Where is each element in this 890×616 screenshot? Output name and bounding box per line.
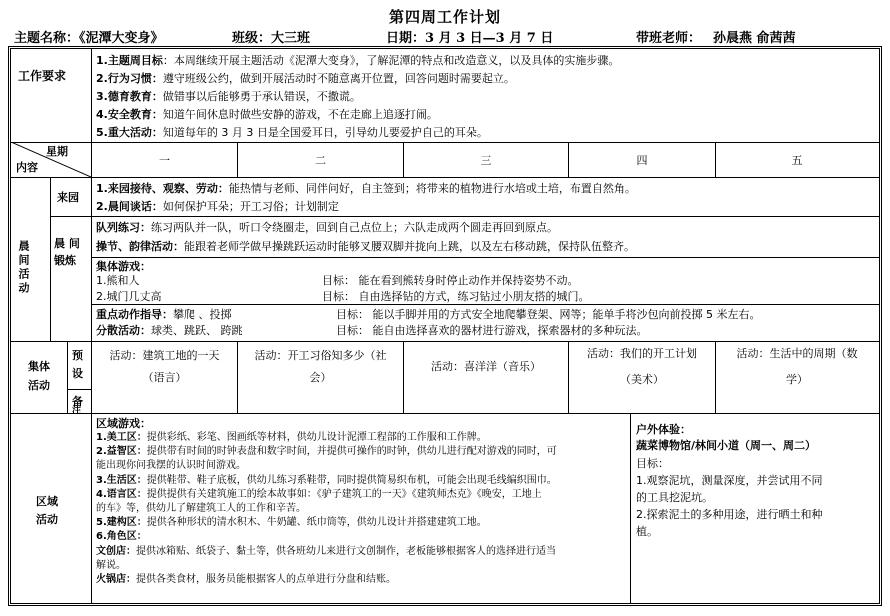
teacher-label: 带班老师：	[636, 31, 702, 46]
date-value: 3 月 3 日—3 月 7 日	[425, 31, 554, 46]
divider	[50, 216, 879, 217]
day-header-wed: 三	[480, 154, 492, 167]
theme-value: 《泥潭大变身》	[79, 31, 164, 46]
area-line: 2.益智区：提供带有时间的时钟表盘和数字时间，并提供可操作的时钟，供幼儿进行配对游戏的同时，可	[96, 446, 557, 458]
area-line: 3.生活区：提供鞋带、鞋子底板，供幼儿练习系鞋带，同时提供简易织布机，可能会出现毛线编织围巾。	[96, 474, 557, 486]
divider	[91, 304, 879, 305]
focus-goal: 目标： 能以手脚并用的方式安全地爬攀登架、网等；能单手将沙包向前投掷 5 米左右。	[336, 308, 761, 321]
group-game-name: 2.城门几丈高	[96, 290, 162, 303]
work-req-label: 工作要求	[18, 69, 67, 83]
arrival-line: 1.来园接待、观察、劳动：能热情与老师、同伴问好，自主签到；将带来的植物进行水培或土培，布置自然角。	[96, 182, 636, 195]
work-req-item: 4.安全教育：知道午间休息时做些安静的游戏，不在走廊上追逐打闹。	[96, 108, 438, 121]
corner-weekday-label: 星期	[46, 145, 68, 158]
area-line: 解说。	[96, 559, 126, 571]
collective-label-a: 集体	[28, 360, 50, 373]
area-label-a: 区域	[36, 495, 58, 508]
page-title: 第四周工作计划	[388, 8, 501, 26]
date-label: 日期：	[386, 31, 426, 46]
outdoor-line: 2.探索泥土的多种用途，进行晒土和种	[636, 508, 823, 521]
theme-name	[14, 27, 164, 46]
focus-guidance: 重点动作指导：攀爬 、投掷	[96, 308, 232, 321]
outdoor-line: 的工具挖泥坑。	[636, 491, 713, 504]
divider	[11, 341, 879, 342]
area-line: 的车》等，供幼儿了解建筑工人的工作和辛苦。	[96, 503, 306, 515]
collective-label-b: 活动	[28, 379, 50, 392]
class-label: 班级：	[232, 31, 272, 46]
exercise-line: 操节、韵律活动：能跟着老师学做早操跳跃运动时能够叉腰双脚并拢向上跳，以及左右移动跳，保持队伍整齐。	[96, 240, 635, 253]
area-heading: 区域游戏：	[96, 417, 151, 430]
area-line: 1.美工区：提供彩纸、彩笔、图画纸等材料，供幼儿设计泥潭工程部的工作服和工作牌。	[96, 432, 487, 443]
divider	[91, 257, 879, 258]
divider	[630, 413, 631, 603]
divider	[67, 341, 68, 413]
collective-tue-sub: 会）	[309, 371, 332, 384]
theme-label: 主题名称：	[14, 31, 80, 46]
area-line: 5.建构区：提供各种形状的清水积木、牛奶罐、纸巾筒等，供幼儿设计并搭建建筑工地。	[96, 517, 487, 529]
area-label-b: 活动	[36, 513, 58, 526]
day-header-fri: 五	[791, 154, 803, 167]
day-header-tue: 二	[315, 154, 326, 167]
area-lines	[96, 431, 628, 587]
area-line: 能出现你问我摆的认识时间游戏。	[96, 460, 246, 472]
note-label-a: 备	[72, 395, 83, 408]
divider	[11, 177, 879, 178]
exercise-label: 锻炼	[54, 254, 76, 267]
divider	[50, 177, 51, 341]
collective-thu-sub: （美术）	[620, 373, 664, 386]
morning-label: 晨间活动	[17, 240, 30, 296]
free-play-goal: 目标： 能自由选择喜欢的器材进行游戏，探索器材的多种玩法。	[336, 324, 648, 337]
date-info	[386, 27, 553, 46]
preset-label-a: 预	[72, 349, 83, 362]
collective-fri-sub: 学）	[786, 373, 808, 386]
day-header-mon: 一	[159, 154, 170, 167]
divider	[67, 389, 91, 390]
group-game-goal: 目标： 能在看到熊转身时停止动作并保持姿势不动。	[322, 274, 579, 287]
group-games-title: 集体游戏：	[96, 260, 151, 273]
work-req-item: 3.德育教育：做错事以后能够勇于承认错误，不撒谎。	[96, 90, 361, 103]
collective-tue: 活动：开工习俗知多少（社	[254, 349, 387, 362]
preset-label-b: 设	[72, 367, 83, 380]
collective-fri: 活动：生活中的周期（数	[736, 347, 858, 360]
day-header-thu: 四	[636, 154, 648, 167]
work-req-item: 5.重大活动：知道每年的 3 月 3 日是全国爱耳日，引导幼儿要爱护自己的耳朵。	[96, 126, 488, 139]
divider	[403, 341, 404, 413]
area-line: 文创店：提供冰箱贴、纸袋子、黏土等，供各班幼儿来进行文创制作，老板能够根据客人的选择进行适当	[96, 545, 556, 557]
teacher-value: 孙晨燕 俞茜茜	[713, 31, 796, 46]
collective-wed: 活动：喜洋洋（音乐）	[431, 360, 541, 373]
collective-mon: 活动：建筑工地的一天	[109, 349, 220, 362]
note-label-b: 注	[72, 406, 82, 416]
arrival-label: 来园	[57, 191, 79, 204]
outdoor-line: 1.观察泥坑，测量深度，并尝试用不同	[636, 474, 823, 487]
free-play: 分散活动：球类、跳跃、 跨跳	[96, 324, 243, 337]
work-req-item: 1.主题周目标：本周继续开展主题活动《泥潭大变身》，了解泥潭的特点和改造意义，以及具体的实施步骤。	[96, 54, 620, 67]
collective-mon-sub: （语言）	[142, 371, 187, 384]
area-line: 4.语言区：提供提供有关建筑施工的绘本故事如：《驴子建筑工的一天》《建筑师杰克》《晚安，工地上	[96, 488, 542, 500]
divider	[11, 413, 879, 414]
class-info	[232, 27, 310, 46]
group-game-goal: 目标： 自由选择钻的方式，练习钻过小朋友搭的城门。	[322, 290, 590, 303]
area-line: 6.角色区：	[96, 531, 147, 543]
group-game-name: 1.熊和人	[96, 274, 140, 287]
exercise-label: 晨 间	[54, 237, 80, 250]
teacher-info	[636, 27, 796, 46]
work-req-item: 2.行为习惯：遵守班级公约，做到开展活动时不随意离开位置，回答问题时需要起立。	[96, 72, 515, 85]
area-line: 火锅店：提供各类食材，服务员能根据客人的点单进行分盘和结账。	[96, 574, 396, 586]
outdoor-goal-label: 目标：	[636, 457, 669, 470]
divider	[11, 142, 879, 143]
corner-content-label: 内容	[16, 161, 38, 174]
arrival-line: 2.晨间谈话：如何保护耳朵；开工习俗；计划制定	[96, 200, 339, 213]
outdoor-place: 蔬菜博物馆/林间小道（周一、周二）	[636, 439, 817, 452]
outdoor-line: 植。	[636, 525, 658, 538]
divider	[91, 49, 92, 603]
outdoor-heading: 户外体验：	[636, 423, 691, 436]
collective-thu: 活动：我们的开工计划	[587, 347, 697, 360]
exercise-line: 队列练习：练习两队并一队，听口令绕圈走，回到自己点位上；六队走成两个圆走再回到原点。	[96, 221, 558, 234]
class-value: 大三班	[271, 31, 311, 46]
